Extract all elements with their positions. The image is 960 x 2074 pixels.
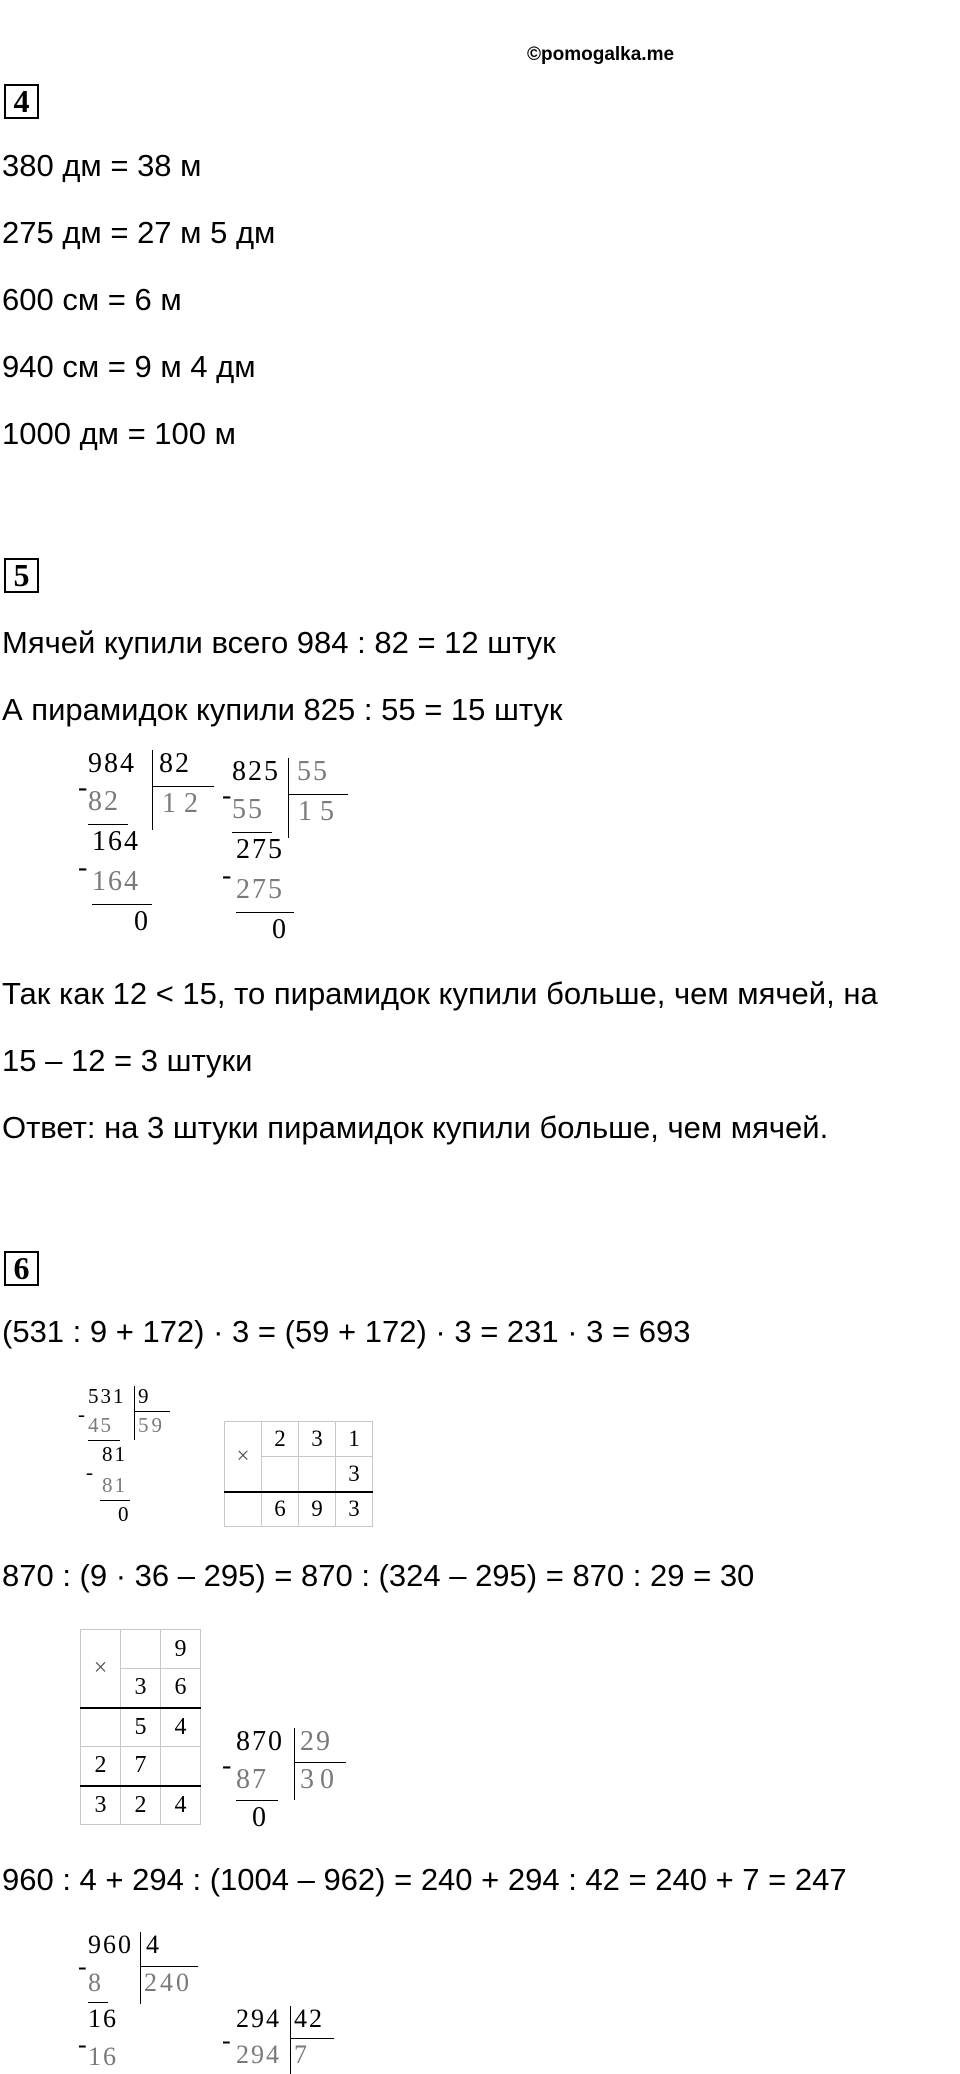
remainder-1: 275 xyxy=(236,834,284,865)
minus-sign: - xyxy=(222,860,234,891)
long-division-294-42 xyxy=(222,2004,352,2074)
division-bar xyxy=(140,1932,141,2004)
remainder-2: 0 xyxy=(272,914,288,945)
task5-answer: Ответ: на 3 штуки пирамидок купили больше, чем мячей. xyxy=(2,1110,829,1145)
subtrahend-2: 275 xyxy=(236,874,284,905)
divisor: 55 xyxy=(297,756,329,787)
digit: 1 xyxy=(336,1422,373,1457)
long-division-825-55 xyxy=(222,756,362,956)
task4-line-2: 275 дм = 27 м 5 дм xyxy=(2,215,276,250)
quotient: 12 xyxy=(162,788,206,819)
task6-expression-2: 870 : (9 · 36 – 295) = 870 : (324 – 295) = 870 : 29 = 30 xyxy=(2,1558,755,1593)
watermark: ©pomogalka.me xyxy=(527,44,675,65)
subtrahend-2: 16 xyxy=(88,2042,118,2071)
dividend: 984 xyxy=(88,748,136,779)
task-number-4: 4 xyxy=(4,84,39,119)
subtraction-line-1 xyxy=(232,832,272,833)
task4-line-1: 380 дм = 38 м xyxy=(2,148,202,183)
digit: 3 xyxy=(336,1492,373,1527)
subtrahend-1: 294 xyxy=(236,2040,281,2069)
subtraction-line-2 xyxy=(100,1500,130,1501)
quotient: 240 xyxy=(144,1968,192,1997)
task-number-6: 6 xyxy=(4,1251,39,1286)
quotient: 30 xyxy=(300,1764,340,1795)
digit: 6 xyxy=(262,1492,299,1527)
dividend: 531 xyxy=(88,1384,126,1408)
multiplication-9-36 xyxy=(80,1629,201,1825)
digit: 6 xyxy=(161,1669,201,1708)
subtrahend-1: 8 xyxy=(88,1968,103,1997)
digit: 3 xyxy=(121,1669,161,1708)
task5-line-4: 15 – 12 = 3 штуки xyxy=(2,1043,253,1078)
remainder-1: 81 xyxy=(102,1442,127,1466)
subtraction-line-1 xyxy=(236,1800,278,1801)
remainder-1: 164 xyxy=(92,826,140,857)
subtraction-line-1 xyxy=(88,1440,120,1441)
division-bar xyxy=(134,1386,135,1440)
digit xyxy=(299,1457,336,1492)
subtrahend-2: 81 xyxy=(102,1473,127,1497)
digit: 2 xyxy=(121,1786,161,1825)
digit: 9 xyxy=(299,1492,336,1527)
minus-sign: - xyxy=(86,1460,95,1484)
division-bar xyxy=(290,2006,291,2074)
minus-sign: - xyxy=(78,2030,89,2059)
subtraction-line-1 xyxy=(88,824,128,825)
dividend: 825 xyxy=(232,756,280,787)
minus-sign: - xyxy=(78,1952,89,1981)
quotient: 59 xyxy=(138,1413,165,1437)
remainder-2: 0 xyxy=(118,1502,131,1526)
digit: 3 xyxy=(336,1457,373,1492)
dividend: 960 xyxy=(88,1930,133,1959)
divisor: 82 xyxy=(159,748,191,779)
dividend: 294 xyxy=(236,2004,281,2033)
quotient: 7 xyxy=(294,2040,309,2069)
subtrahend-1: 45 xyxy=(88,1413,113,1437)
digit: 3 xyxy=(81,1786,121,1825)
minus-sign: - xyxy=(78,772,90,803)
quotient-line xyxy=(140,1966,198,1967)
divisor: 42 xyxy=(294,2004,324,2033)
minus-sign: - xyxy=(78,1402,87,1426)
digit: 3 xyxy=(299,1422,336,1457)
task5-line-1: Мячей купили всего 984 : 82 = 12 штук xyxy=(2,625,556,660)
divisor: 9 xyxy=(138,1384,151,1408)
minus-sign: - xyxy=(222,2026,233,2055)
long-division-960-4 xyxy=(78,1930,208,2074)
quotient-line xyxy=(134,1411,170,1412)
long-division-531-9 xyxy=(78,1384,188,1534)
task-number-5: 5 xyxy=(4,558,39,593)
division-bar xyxy=(294,1728,295,1800)
minus-sign: - xyxy=(222,1750,234,1781)
division-bar xyxy=(152,750,153,830)
subtraction-line-2 xyxy=(92,904,152,905)
subtrahend-1: 82 xyxy=(88,786,120,817)
multiplication-231-3 xyxy=(224,1421,373,1527)
task6-expression-1: (531 : 9 + 172) · 3 = (59 + 172) · 3 = 231 · 3 = 693 xyxy=(2,1314,691,1349)
digit: 4 xyxy=(161,1786,201,1825)
subtraction-line-1 xyxy=(88,2002,108,2003)
remainder-2: 0 xyxy=(134,906,150,937)
long-division-984-82 xyxy=(78,748,218,948)
task5-line-2: А пирамидок купили 825 : 55 = 15 штук xyxy=(2,692,563,727)
subtraction-line-2 xyxy=(236,912,294,913)
subtrahend-1: 87 xyxy=(236,1764,268,1795)
minus-sign: - xyxy=(222,780,234,811)
remainder-1: 16 xyxy=(88,2004,118,2033)
quotient-line xyxy=(294,1762,346,1763)
multiply-sign: × xyxy=(225,1422,262,1492)
division-bar xyxy=(288,758,289,838)
digit: 4 xyxy=(161,1708,201,1747)
quotient-line xyxy=(288,794,348,795)
subtrahend-1: 55 xyxy=(232,794,264,825)
quotient-line xyxy=(152,786,214,787)
remainder-1: 0 xyxy=(252,1802,268,1833)
empty-cell xyxy=(81,1708,121,1747)
digit xyxy=(121,1630,161,1669)
dividend: 870 xyxy=(236,1726,284,1757)
digit: 5 xyxy=(121,1708,161,1747)
long-division-870-29 xyxy=(222,1726,352,1846)
task5-line-3: Так как 12 < 15, то пирамидок купили больше, чем мячей, на xyxy=(2,976,878,1011)
digit: 9 xyxy=(161,1630,201,1669)
minus-sign: - xyxy=(78,852,90,883)
empty-cell xyxy=(225,1492,262,1527)
divisor: 4 xyxy=(146,1930,161,1959)
multiply-sign: × xyxy=(81,1630,121,1708)
digit xyxy=(262,1457,299,1492)
subtrahend-2: 164 xyxy=(92,866,140,897)
task4-line-3: 600 см = 6 м xyxy=(2,282,182,317)
digit: 7 xyxy=(121,1747,161,1786)
empty-cell xyxy=(161,1747,201,1786)
task4-line-4: 940 см = 9 м 4 дм xyxy=(2,349,256,384)
divisor: 29 xyxy=(300,1726,332,1757)
task4-line-5: 1000 дм = 100 м xyxy=(2,416,236,451)
quotient: 15 xyxy=(298,796,342,827)
task6-expression-3: 960 : 4 + 294 : (1004 – 962) = 240 + 294 : 42 = 240 + 7 = 247 xyxy=(2,1862,847,1897)
digit: 2 xyxy=(262,1422,299,1457)
digit: 2 xyxy=(81,1747,121,1786)
quotient-line xyxy=(290,2038,334,2039)
